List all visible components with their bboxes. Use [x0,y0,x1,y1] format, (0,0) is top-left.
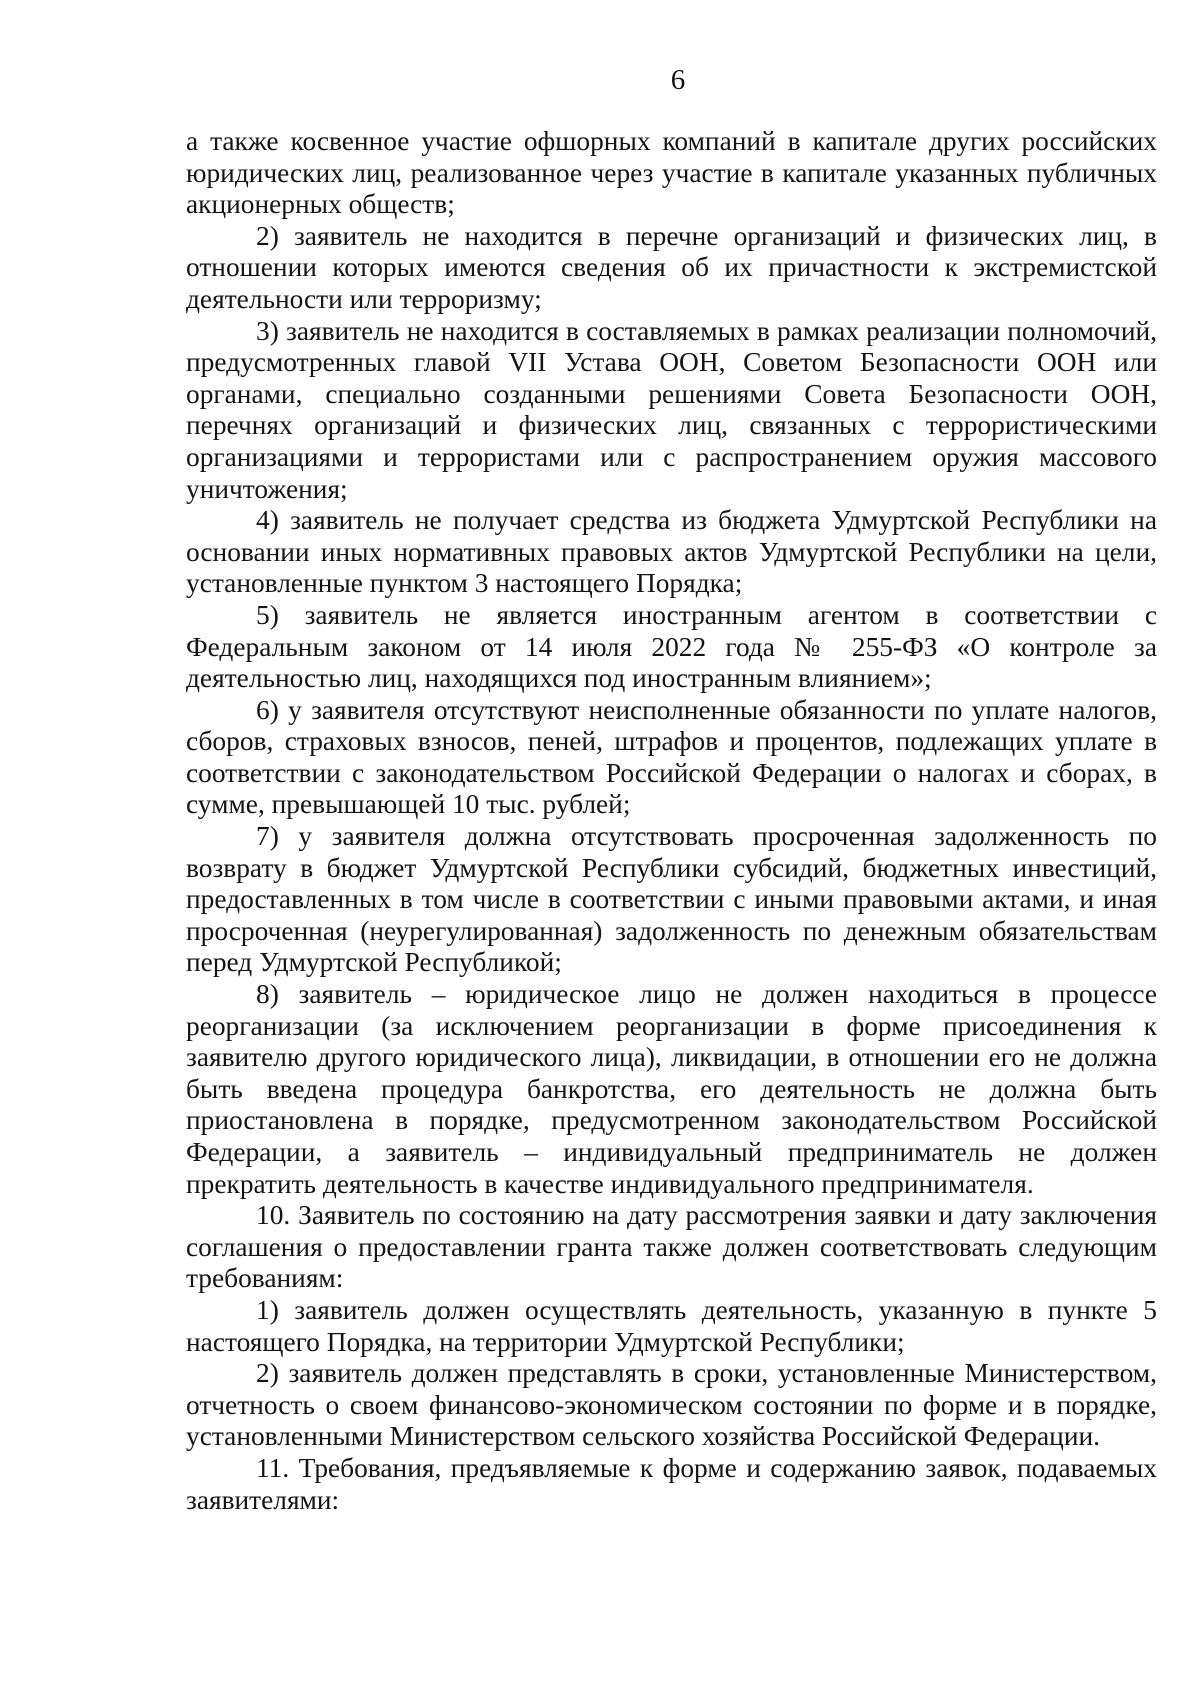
paragraph-item-7: 7) у заявителя должна отсутствовать просроченная задолженность по возврату в бюджет Удмуртской Республики субсидий, бюджетных инвестиций, предоставленных в том числе в соответствии с иными правовыми актами, и иная просроченная (неурегулированная) задолженность по денежным обязательствам перед Удмуртской Республикой; [186,821,1157,978]
paragraph-clause-10: 10. Заявитель по состоянию на дату рассмотрения заявки и дату заключения соглашения о предоставлении гранта также должен соответствовать следующим требованиям: [186,1200,1157,1294]
paragraph-clause-10-item-2: 2) заявитель должен представлять в сроки, установленные Министерством, отчетность о своем финансово-экономическом состоянии по форме и в порядке, установленными Министерством сельского хозяйства Российской Федерации. [186,1358,1157,1452]
paragraph-item-5: 5) заявитель не является иностранным агентом в соответствии с Федеральным законом от 14 июля 2022 года № 255-ФЗ «О контроле за деятельностью лиц, находящихся под иностранным влиянием»; [186,599,1157,694]
paragraph-item-6: 6) у заявителя отсутствуют неисполненные обязанности по уплате налогов, сборов, страховых взносов, пеней, штрафов и процентов, подлежащих уплате в соответствии с законодательством Российской Федерации о налогах и сборах, в сумме, превышающей 10 тыс. рублей; [186,694,1157,820]
paragraph-item-3: 3) заявитель не находится в составляемых в рамках реализации полномочий, предусмотренных главой VII Устава ООН, Советом Безопасности ООН или органами, специально созданными решениями Совета Безопасности ООН, перечнях организаций и физических лиц, связанных с террористическими организациями и террористами или с распространением оружия массового уничтожения; [186,315,1157,504]
page-number: 6 [670,64,686,96]
paragraph-continuation: а также косвенное участие офшорных компаний в капитале других российских юридических лиц, реализованное через участие в капитале указанных публичных акционерных обществ; [186,126,1157,220]
paragraph-item-4: 4) заявитель не получает средства из бюджета Удмуртской Республики на основании иных нормативных правовых актов Удмуртской Республики на цели, установленные пунктом 3 настоящего Порядка; [186,505,1157,599]
paragraph-clause-10-item-1: 1) заявитель должен осуществлять деятельность, указанную в пункте 5 настоящего Порядка, на территории Удмуртской Республики; [186,1294,1157,1357]
document-body [186,126,1157,1516]
paragraph-item-8: 8) заявитель – юридическое лицо не должен находиться в процессе реорганизации (за исключением реорганизации в форме присоединения к заявителю другого юридического лица), ликвидации, в отношении его не должна быть введена процедура банкротства, его деятельность не должна быть приостановлена в порядке, предусмотренном законодательством Российской Федерации, а заявитель – индивидуальный предприниматель не должен прекратить деятельность в качестве индивидуального предпринимателя. [186,979,1157,1199]
paragraph-item-2: 2) заявитель не находится в перечне организаций и физических лиц, в отношении которых имеются сведения об их причастности к экстремистской деятельности или терроризму; [186,220,1157,314]
paragraph-clause-11: 11. Требования, предъявляемые к форме и содержанию заявок, подаваемых заявителями: [186,1452,1157,1515]
